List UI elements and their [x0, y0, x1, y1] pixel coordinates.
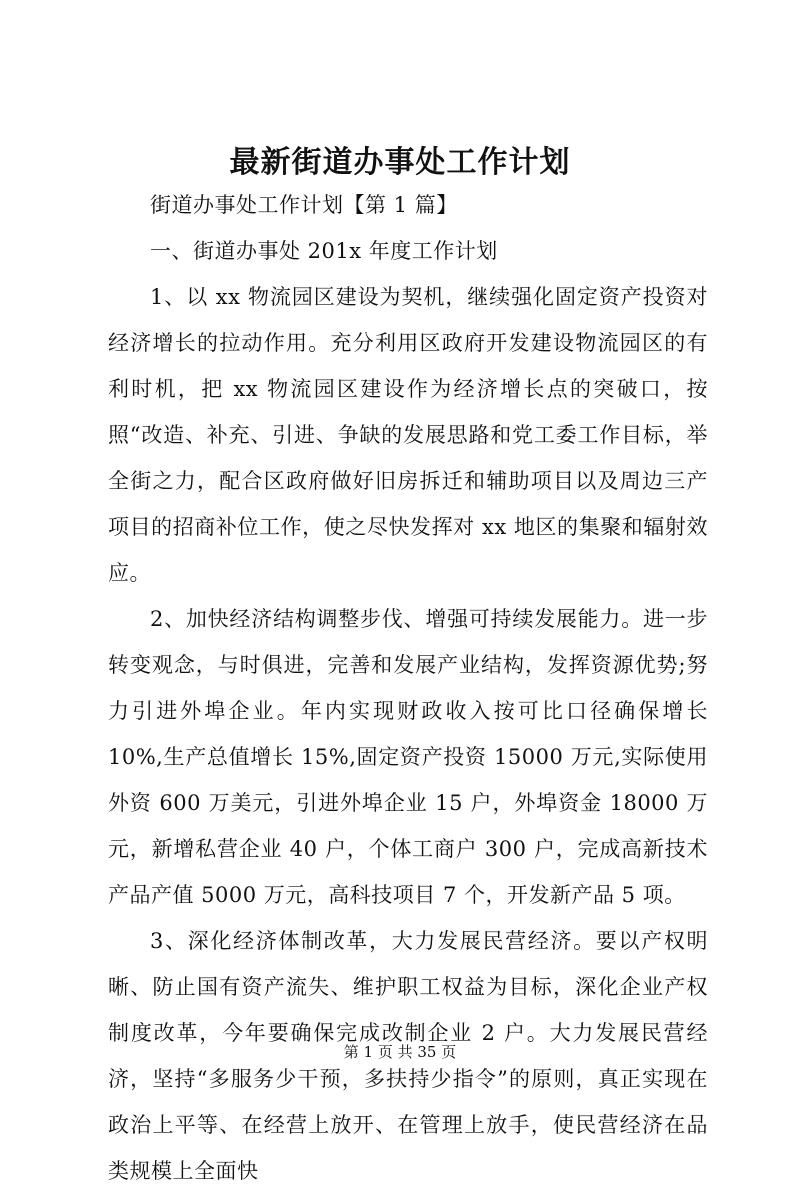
document-title: 最新街道办事处工作计划 [229, 145, 571, 180]
page-number-footer: 第 1 页 共 35 页 [343, 1043, 457, 1061]
subsection-heading: 一、街道办事处 201x 年度工作计划 [150, 239, 498, 263]
paragraph-item-1: 1、以 xx 物流园区建设为契机，继续强化固定资产投资对经济增长的拉动作用。充分利用区政府开发建设物流园区的有利时机，把 xx 物流园区建设作为经济增长点的突破口，按照“改造、补充、引进、争缺的发展思路和党工委工作目标，举全街之力，配合区政府做好旧房拆迁和辅助项目以及周边三产项目的招商补位工作，使之尽快发挥对 xx 地区的集聚和辐射效应。 [108, 285, 708, 585]
paragraph-item-2: 2、加快经济结构调整步伐、增强可持续发展能力。进一步转变观念，与时俱进，完善和发展产业结构，发挥资源优势;努力引进外埠企业。年内实现财政收入按可比口径确保增长 10%,生产总值增长 15%,固定资产投资 15000 万元,实际使用外资 600 万美元，引进外埠企业 15 户，外埠资金 18000 万元，新增私营企业 40 户，个体工商户 300 户，完成高新技术产品产值 5000 万元，高科技项目 7 个，开发新产品 5 项。 [108, 607, 708, 907]
section-heading: 街道办事处工作计划【第 1 篇】 [150, 193, 458, 217]
paragraph-item-3: 3、深化经济体制改革，大力发展民营经济。要以产权明晰、防止国有资产流失、维护职工权益为目标，深化企业产权制度改革，今年要确保完成改制企业 2 户。大力发展民营经济，坚持“多服务少干预，多扶持少指令”的原则，真正实现在政治上平等、在经营上放开、在管理上放手，使民营经济在品类规模上全面快 [108, 929, 708, 1183]
